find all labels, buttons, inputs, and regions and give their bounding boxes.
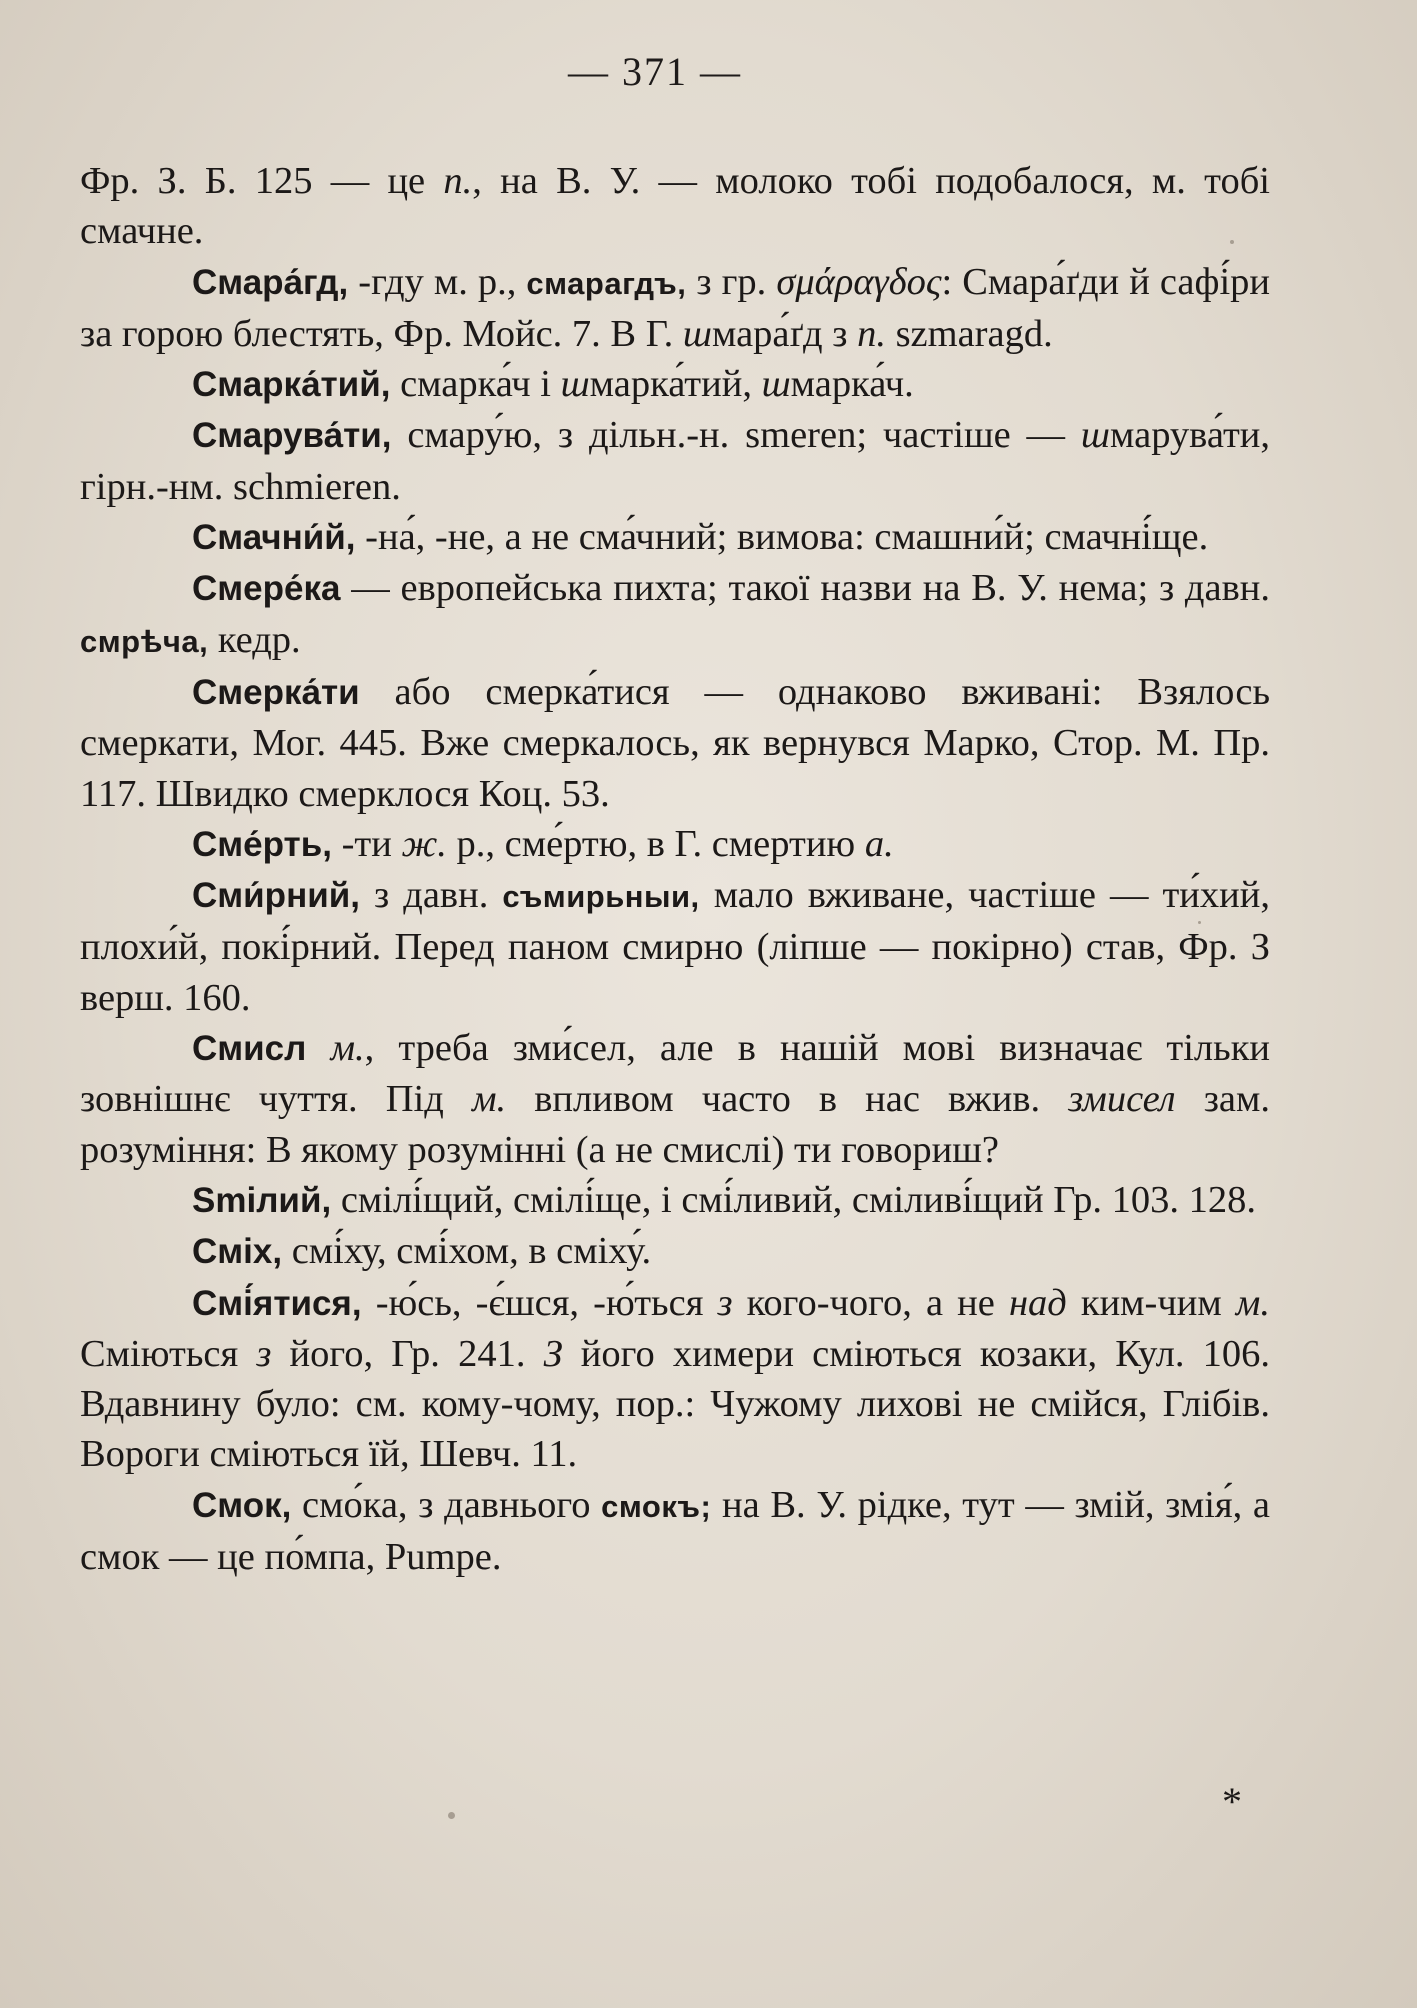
dictionary-entry [80, 1175, 1270, 1226]
entry-text: марува́ти, гірн.-нм. schmieren. [80, 414, 1270, 508]
entry-italic-text: ш [560, 363, 590, 406]
entry-headword: Сми́рний, [192, 876, 360, 916]
entry-italic-text: ш [682, 312, 712, 355]
entry-headword: Смарува́ти, [192, 416, 392, 456]
entry-text: -на́, -не, а не сма́чний; вимова: смашни́й; смачні́ще. [355, 516, 1209, 559]
entry-text: смо́ка, з давнього [291, 1483, 602, 1526]
entry-italic-text: з [717, 1281, 733, 1324]
entry-text: з гр. [686, 260, 777, 303]
paper-speck [1230, 240, 1234, 244]
entry-text: Фр. З. Б. 125 — це [80, 160, 444, 202]
entry-italic-text: м. [330, 1027, 365, 1070]
dictionary-entry [80, 667, 1270, 819]
entry-text: : Смара́ґди й сафі́ри за горою блестять, Фр. Мойс. 7. В Г. [80, 260, 1270, 355]
entry-headword: Smілий, [192, 1180, 332, 1220]
entry-text: або смерка́тися — однаково вживані: Взялось смеркати, Мог. 445. Вже смеркалось, як вернувся Марко, Стор. М. Пр. 117. Швидко смерклося Коц. 53. [80, 670, 1270, 815]
entry-text: мало вживане, частіше — ти́хий, плохи́й, покі́рний. Перед паном смирно (ліпше — покірно) став, Фр. З верш. 160. [80, 874, 1270, 1019]
entry-continuation [80, 156, 1270, 257]
dictionary-entry [80, 410, 1270, 512]
entry-text: зам. розуміння: В якому розумінні (а не смислі) ти говориш? [80, 1078, 1270, 1171]
entry-text: з давн. [359, 874, 503, 917]
entry-text: на В. У. рідке, тут — змій, змія́, а смок — це по́мпа, Pumpe. [80, 1483, 1271, 1579]
paper-speck [448, 1812, 455, 1819]
entry-text: р., сме́ртю, в Г. смертию [446, 822, 865, 865]
entry-text: смарка́ч і [390, 363, 561, 406]
paper-speck [1198, 921, 1201, 924]
entry-headword: Сміх, [192, 1232, 283, 1272]
entry-text: Сміються [80, 1332, 257, 1375]
entry-italic-text: а. [864, 822, 894, 865]
dictionary-entry [80, 563, 1270, 667]
entry-text: кого-чого, а не [732, 1281, 1009, 1324]
entry-headword: Сме́рть, [192, 824, 332, 864]
entry-italic-text: змисел [1068, 1078, 1176, 1121]
entry-headword: Смисл [192, 1029, 307, 1069]
entry-italic-text: ш [1080, 414, 1110, 457]
entry-text: -гду м. р., [348, 260, 527, 303]
entry-text: -ю́сь, -є́шся, -ю́ться [361, 1281, 718, 1324]
entry-text: смі́ху, смі́хом, в сміху́. [282, 1230, 652, 1273]
entry-headword: Смерка́ти [192, 672, 360, 712]
entry-text: , треба зми́сел, але в нашій мові визначає тільки зовнішнє чуття. Під [80, 1027, 1271, 1121]
dictionary-entry [80, 870, 1270, 1023]
entry-italic-text: п. [443, 160, 473, 202]
entry-italic-text: ш [761, 363, 791, 406]
entry-text: його, Гр. 241. [271, 1332, 544, 1375]
dictionary-entry [80, 1023, 1270, 1175]
dictionary-entry [80, 1278, 1270, 1480]
entry-headword: Смере́ка [192, 569, 341, 609]
entry-text: смілі́щий, смілі́ще, і смі́ливий, сміливі́щий Гр. 103. 128. [331, 1178, 1256, 1221]
entry-text: -ти [331, 822, 402, 865]
dictionary-text [80, 156, 1270, 1582]
entry-text: марка́тий, [589, 363, 762, 406]
entry-italic-text: ж. [401, 822, 447, 865]
dictionary-entry [80, 1226, 1270, 1277]
entry-italic-text: м. [471, 1078, 507, 1121]
entry-text: , на В. У. — молоко тобі подобалося, м. тобі смачне. [80, 160, 1270, 253]
entry-text: смару́ю, з дільн.-н. smeren; частіше — [391, 414, 1081, 457]
entry-old-slavonic-word: смарагдъ, [526, 265, 687, 301]
entry-italic-text: п. [857, 312, 886, 355]
entry-italic-text: з [256, 1332, 272, 1375]
entry-text: szmaragd. [885, 312, 1053, 355]
entry-headword: Смачни́й, [192, 518, 356, 558]
page-number: — 371 — [568, 49, 742, 94]
entry-text: впливом часто в нас вжив. [506, 1078, 1069, 1121]
entry-headword: Смі́ятися, [192, 1283, 362, 1323]
dictionary-entry [80, 359, 1270, 410]
dictionary-entry [80, 257, 1270, 360]
entry-text: його химери сміються козаки, Кул. 106. Вдавнину було: см. кому-чому, пор.: Чужому лихові не смійся, Глібів. Вороги сміються їй, Шевч. 11. [80, 1332, 1270, 1476]
entry-text: мара́ґд з [711, 312, 858, 355]
entry-text: марка́ч. [790, 363, 914, 406]
entry-text: кедр. [208, 618, 301, 661]
entry-italic-text: З [543, 1332, 563, 1375]
entry-text [306, 1027, 330, 1069]
dictionary-entry [80, 512, 1270, 563]
entry-headword: Смара́гд, [192, 262, 349, 302]
entry-headword: Смарка́тий, [192, 365, 391, 405]
entry-old-slavonic-word: съмирьныи, [502, 879, 700, 915]
entry-italic-text: над [1008, 1281, 1067, 1324]
entry-old-slavonic-word: смрѣча, [80, 623, 209, 659]
entry-headword: Смок, [192, 1485, 292, 1525]
dictionary-entry [80, 1480, 1270, 1583]
entry-text: — европейська пихта; такої назви на В. У. нема; з давн. [340, 567, 1270, 610]
dictionary-entry [80, 819, 1270, 870]
entry-italic-text: σμάραγδος [776, 260, 942, 303]
footer-asterisk: * [1222, 1779, 1242, 1824]
entry-italic-text: м. [1235, 1281, 1270, 1324]
entry-text: ким-чим [1066, 1281, 1236, 1324]
entry-old-slavonic-word: смокъ; [601, 1488, 712, 1524]
